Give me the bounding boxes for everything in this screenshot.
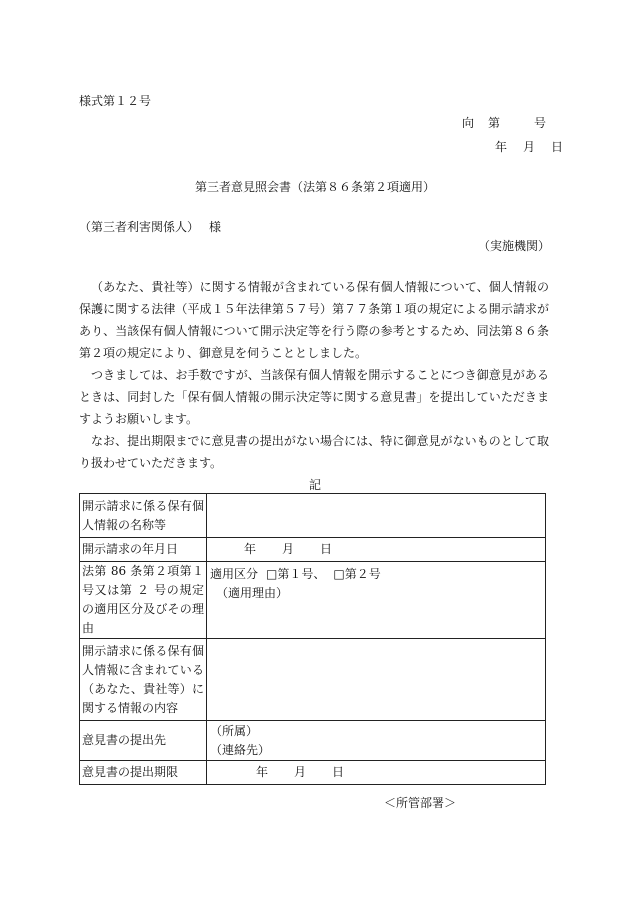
table-row xyxy=(80,538,546,562)
label-info-name: 開示請求に係る保有個人情報の名称等 xyxy=(80,494,207,538)
table-row xyxy=(80,721,546,761)
category-label: 適用区分 xyxy=(210,567,259,581)
body-text xyxy=(79,276,549,474)
label-submission-deadline: 意見書の提出期限 xyxy=(80,761,207,785)
addressee xyxy=(79,221,221,233)
value-submission-deadline[interactable] xyxy=(207,761,546,785)
issue-date xyxy=(495,141,563,153)
date-year: 年 xyxy=(495,140,508,154)
body-paragraph: なお、提出期限までに意見書の提出がない場合には、特に御意見がないものとして取り扱わせていただきます。 xyxy=(79,434,549,470)
label-applicable-category: 法第 86 条第２項第１号又は第 ２ 号の規定の適用区分及びその理由 xyxy=(80,562,207,639)
ref-suffix: 号 xyxy=(534,116,547,130)
value-info-name[interactable] xyxy=(207,494,546,538)
deadline-year: 年 xyxy=(256,765,269,779)
document-title: 第三者意見照会書（法第８６条第２項適用） xyxy=(194,180,435,194)
dept-label: （所属） xyxy=(210,723,259,738)
date-month: 月 xyxy=(523,140,536,154)
reference-number xyxy=(462,117,546,129)
deadline-month: 月 xyxy=(294,765,307,779)
responsible-department: ＜所管部署＞ xyxy=(384,796,457,810)
issuing-agency: （実施機関） xyxy=(477,239,550,253)
ref-mid: 第 xyxy=(488,116,501,130)
request-day: 日 xyxy=(320,542,333,556)
form-number: 様式第１２号 xyxy=(79,94,152,108)
value-info-content[interactable] xyxy=(207,639,546,721)
table-row xyxy=(80,639,546,721)
label-submission-destination: 意見書の提出先 xyxy=(80,721,207,761)
date-day: 日 xyxy=(551,140,564,154)
table-row xyxy=(80,761,546,785)
details-table xyxy=(79,493,546,785)
ref-prefix: 向 xyxy=(462,116,475,130)
addressee-name: （第三者利害関係人） xyxy=(79,220,200,234)
value-applicable-category[interactable] xyxy=(207,562,546,639)
value-request-date[interactable] xyxy=(207,538,546,562)
addressee-honorific: 様 xyxy=(209,220,222,234)
note-heading: 記 xyxy=(308,478,321,492)
reason-label: （適用理由） xyxy=(216,586,289,600)
label-info-content: 開示請求に係る保有個人情報に含まれている（あなた、貴社等）に関する情報の内容 xyxy=(80,639,207,721)
table-row xyxy=(80,562,546,639)
request-month: 月 xyxy=(282,542,295,556)
contact-label: （連絡先） xyxy=(210,742,271,757)
body-paragraph: （あなた、貴社等）に関する情報が含まれている保有個人情報について、個人情報の保護に関する法律（平成１５年法律第５７号）第７７条第１項の規定による開示請求があり、当該保有個人情報について開示決定等を行う際の参考とするため、同法第８６条第２項の規定により、御意見を伺うこととしました。 xyxy=(79,280,549,360)
body-paragraph: つきましては、お手数ですが、当該保有個人情報を開示することにつき御意見があるときは、同封した「保有個人情報の開示決定等に関する意見書」を提出していただきますようお願いします。 xyxy=(79,368,549,426)
value-submission-destination[interactable] xyxy=(207,721,546,761)
label-request-date: 開示請求の年月日 xyxy=(80,538,207,562)
request-year: 年 xyxy=(244,542,257,556)
option-item-2-checkbox[interactable]: □第２号 xyxy=(333,567,381,581)
option-item-1-checkbox[interactable]: □第１号、 xyxy=(266,567,326,581)
deadline-day: 日 xyxy=(332,765,345,779)
table-row xyxy=(80,494,546,538)
